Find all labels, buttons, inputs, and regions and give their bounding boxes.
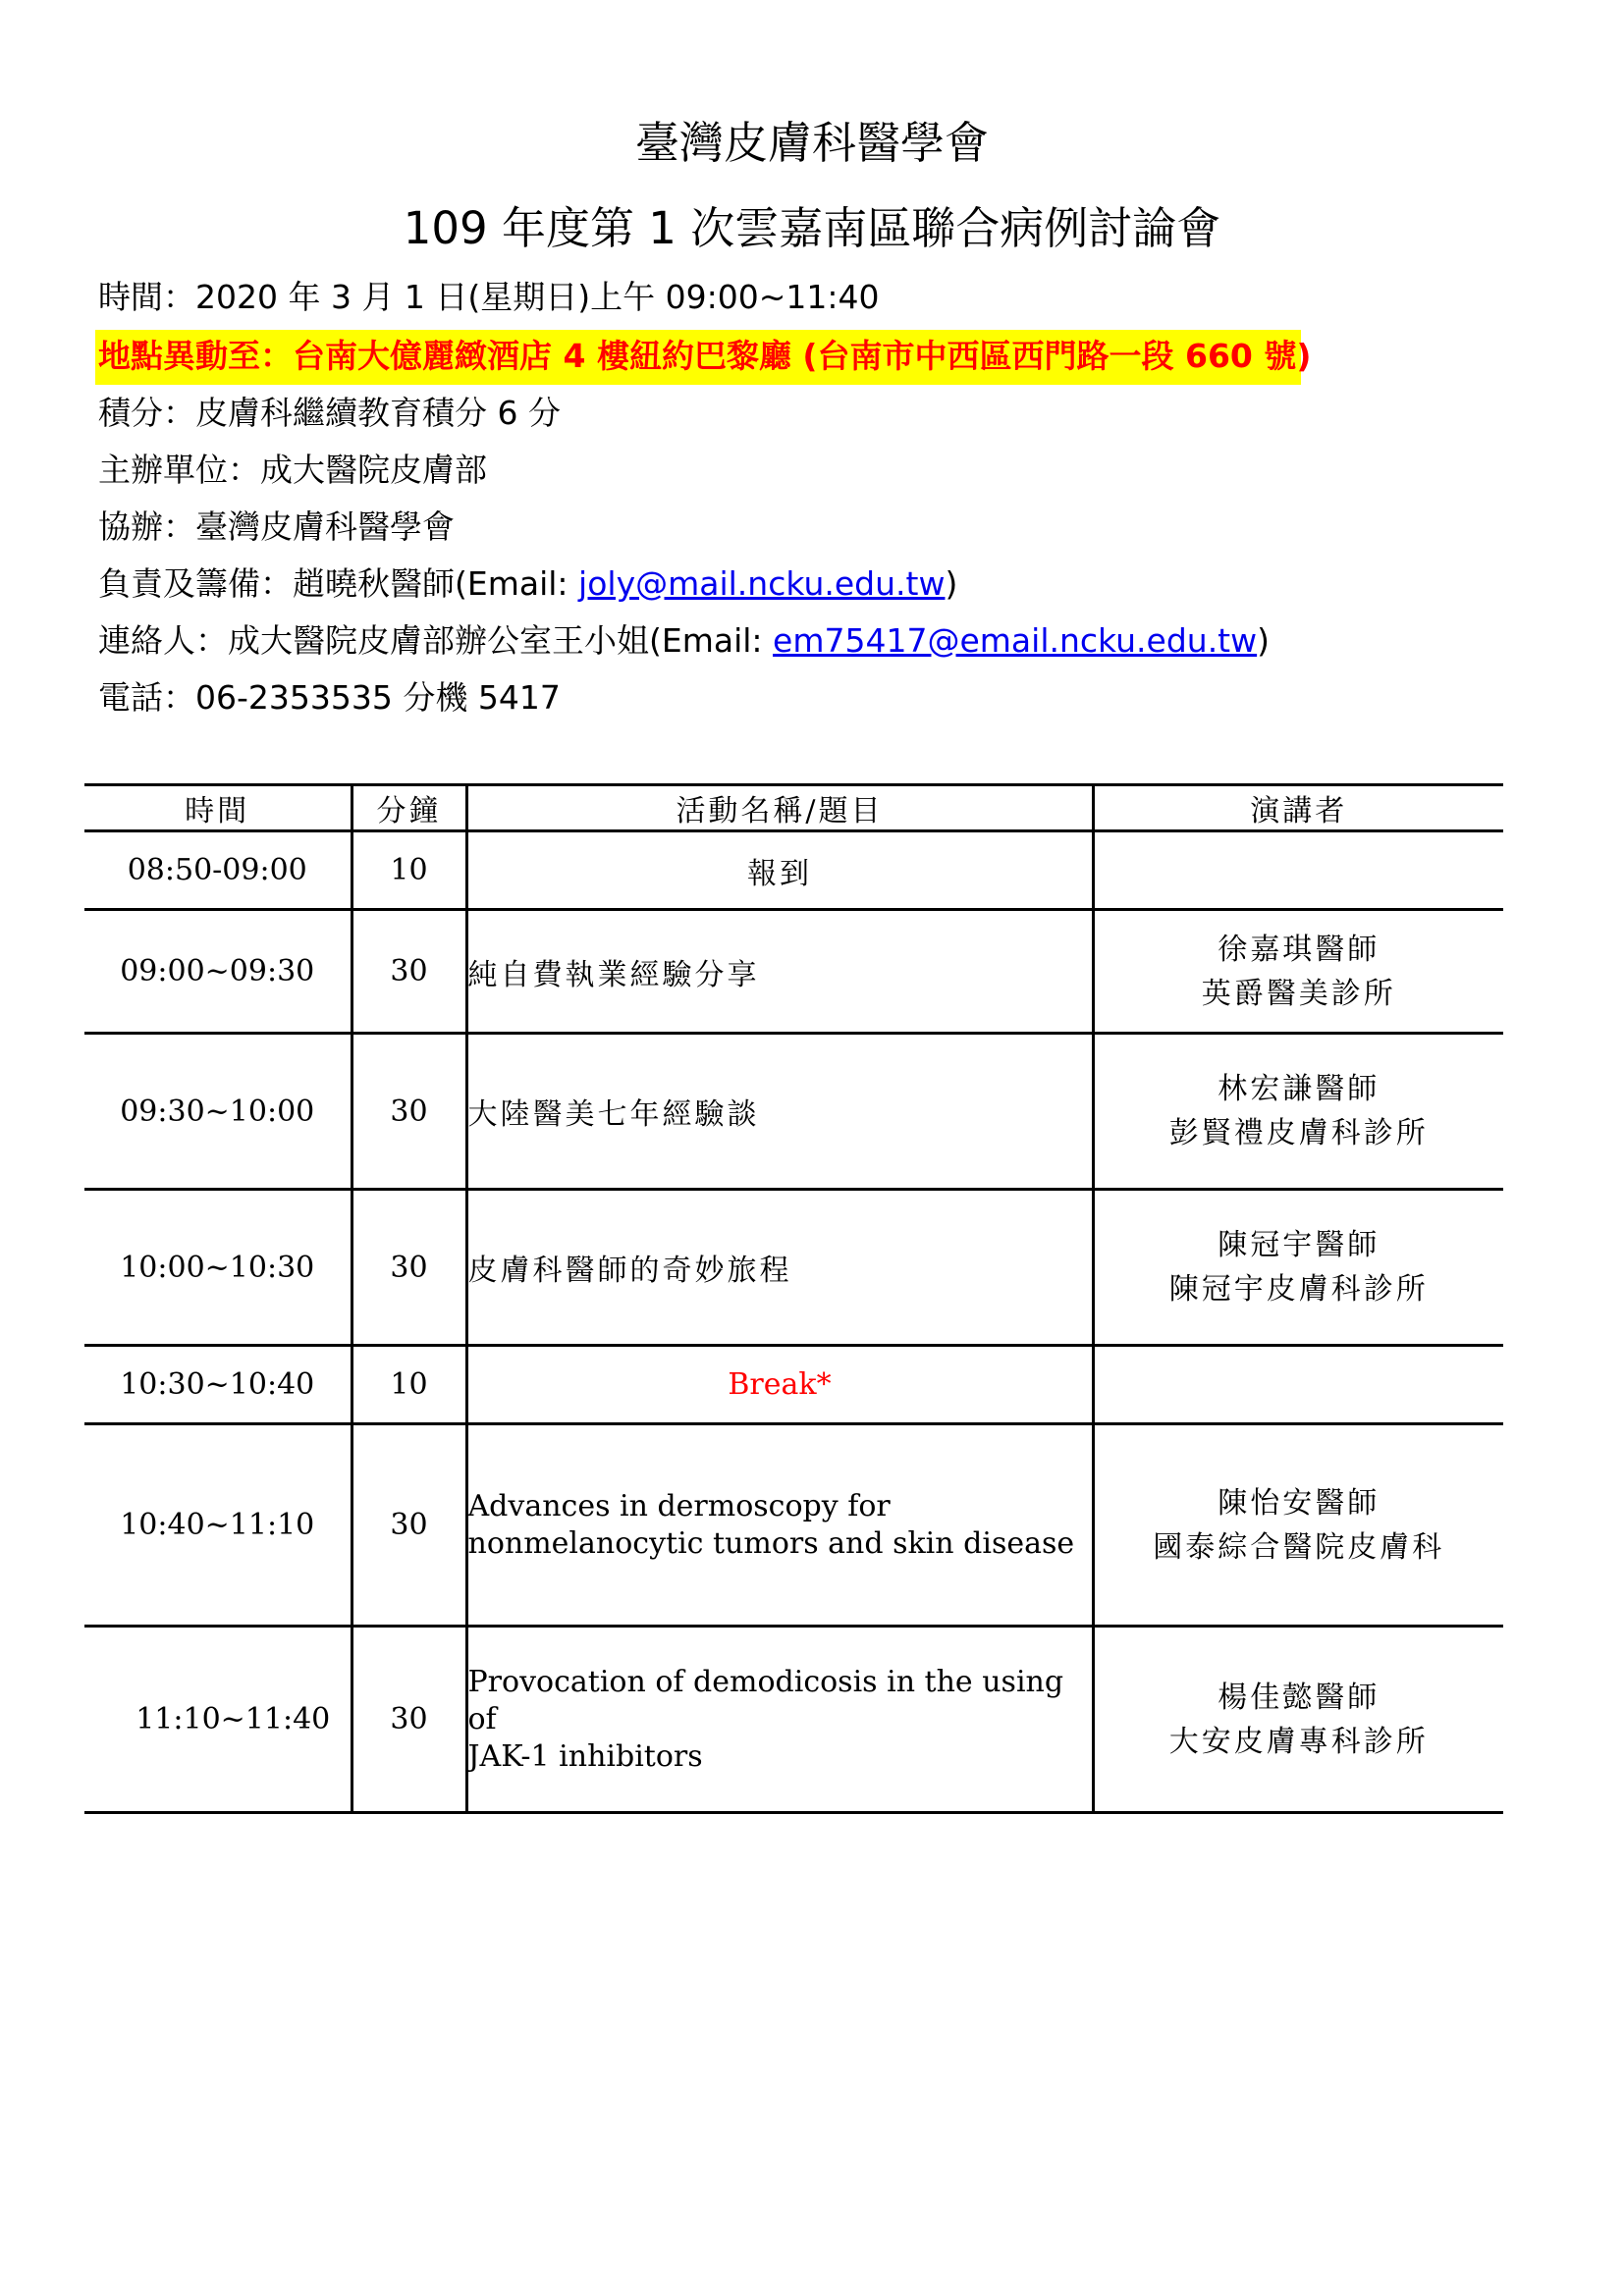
row-speaker (1093, 1346, 1503, 1424)
row-minutes: 10 (352, 1346, 466, 1424)
row-minutes: 10 (352, 831, 466, 910)
row-minutes: 30 (352, 1034, 466, 1190)
speaker-name: 陳冠宇醫師 (1218, 1228, 1380, 1262)
topic-line: JAK-1 inhibitors (467, 1738, 703, 1774)
row-topic (466, 1424, 1093, 1627)
speaker-affiliation: 大安皮膚專科診所 (1168, 1724, 1429, 1759)
table-row (84, 1034, 1503, 1190)
row-topic: 純自費執業經驗分享 (466, 910, 1093, 1034)
agenda-table (84, 783, 1503, 1814)
table-row (84, 1346, 1503, 1424)
event-time: 時間：2020 年 3 月 1 日(星期日)上午 09:00~11:40 (98, 278, 880, 316)
row-speaker (1093, 1424, 1503, 1627)
break-label: Break* (728, 1367, 832, 1402)
row-topic: 報到 (466, 831, 1093, 910)
row-time: 09:00~09:30 (84, 910, 352, 1034)
row-time: 08:50-09:00 (84, 831, 352, 910)
person-in-charge-email-link[interactable]: joly@mail.ncku.edu.tw (578, 564, 946, 603)
credits-info: 積分：皮膚科繼續教育積分 6 分 (98, 394, 561, 432)
speaker-affiliation: 陳冠宇皮膚科診所 (1168, 1272, 1429, 1307)
row-minutes: 30 (352, 1627, 466, 1813)
speaker-name: 陳怡安醫師 (1218, 1485, 1380, 1521)
speaker-affiliation: 國泰綜合醫院皮膚科 (1153, 1529, 1445, 1565)
header-time: 時間 (84, 785, 352, 831)
speaker-affiliation: 英爵醫美診所 (1201, 976, 1396, 1011)
contact-person (98, 618, 1270, 664)
table-row (84, 831, 1503, 910)
row-time: 10:00~10:30 (84, 1190, 352, 1346)
header-topic: 活動名稱/題目 (466, 785, 1093, 831)
speaker-name: 楊佳懿醫師 (1218, 1680, 1380, 1715)
venue-change: 地點異動至：台南大億麗緻酒店 4 樓紐約巴黎廳 (台南市中西區西門路一段 660 號) (98, 337, 1312, 375)
person-in-charge (98, 561, 957, 607)
contact-email-link[interactable]: em75417@email.ncku.edu.tw (773, 621, 1258, 660)
event-title: 109 年度第 1 次雲嘉南區聯合病例討論會 (403, 202, 1221, 254)
person-in-charge-prefix: 負責及籌備：趙曉秋醫師(Email: (98, 564, 579, 603)
co-organizer-info: 協辦：臺灣皮膚科醫學會 (98, 507, 455, 546)
row-topic (466, 1627, 1093, 1813)
row-minutes: 30 (352, 910, 466, 1034)
row-time: 09:30~10:00 (84, 1034, 352, 1190)
row-time: 10:40~11:10 (84, 1424, 352, 1627)
row-topic: 大陸醫美七年經驗談 (466, 1034, 1093, 1190)
row-speaker (1093, 1627, 1503, 1813)
row-time: 11:10~11:40 (84, 1627, 352, 1813)
row-speaker (1093, 1190, 1503, 1346)
table-row (84, 1627, 1503, 1813)
speaker-affiliation: 彭賢禮皮膚科診所 (1168, 1116, 1429, 1150)
topic-line: Advances in dermoscopy for (467, 1488, 891, 1523)
row-topic: 皮膚科醫師的奇妙旅程 (466, 1190, 1093, 1346)
row-minutes: 30 (352, 1424, 466, 1627)
contact-suffix: ) (1257, 621, 1270, 660)
agenda-header-row (84, 785, 1503, 831)
contact-prefix: 連絡人：成大醫院皮膚部辦公室王小姐(Email: (98, 621, 774, 660)
table-row (84, 1424, 1503, 1627)
row-speaker (1093, 1034, 1503, 1190)
person-in-charge-suffix: ) (945, 564, 958, 603)
row-topic (466, 1346, 1093, 1424)
phone-info: 電話：06-2353535 分機 5417 (98, 678, 561, 717)
row-speaker (1093, 831, 1503, 910)
header-speaker: 演講者 (1093, 785, 1503, 831)
speaker-name: 林宏謙醫師 (1218, 1072, 1380, 1106)
row-speaker (1093, 910, 1503, 1034)
table-row (84, 1190, 1503, 1346)
organizer-info: 主辦單位：成大醫院皮膚部 (98, 451, 487, 489)
header-minutes: 分鐘 (352, 785, 466, 831)
row-minutes: 30 (352, 1190, 466, 1346)
row-time: 10:30~10:40 (84, 1346, 352, 1424)
speaker-name: 徐嘉琪醫師 (1218, 932, 1380, 967)
society-title: 臺灣皮膚科醫學會 (634, 117, 989, 169)
topic-line: Provocation of demodicosis in the using of (467, 1664, 1064, 1736)
topic-line: nonmelanocytic tumors and skin disease (467, 1525, 1075, 1561)
table-row (84, 910, 1503, 1034)
